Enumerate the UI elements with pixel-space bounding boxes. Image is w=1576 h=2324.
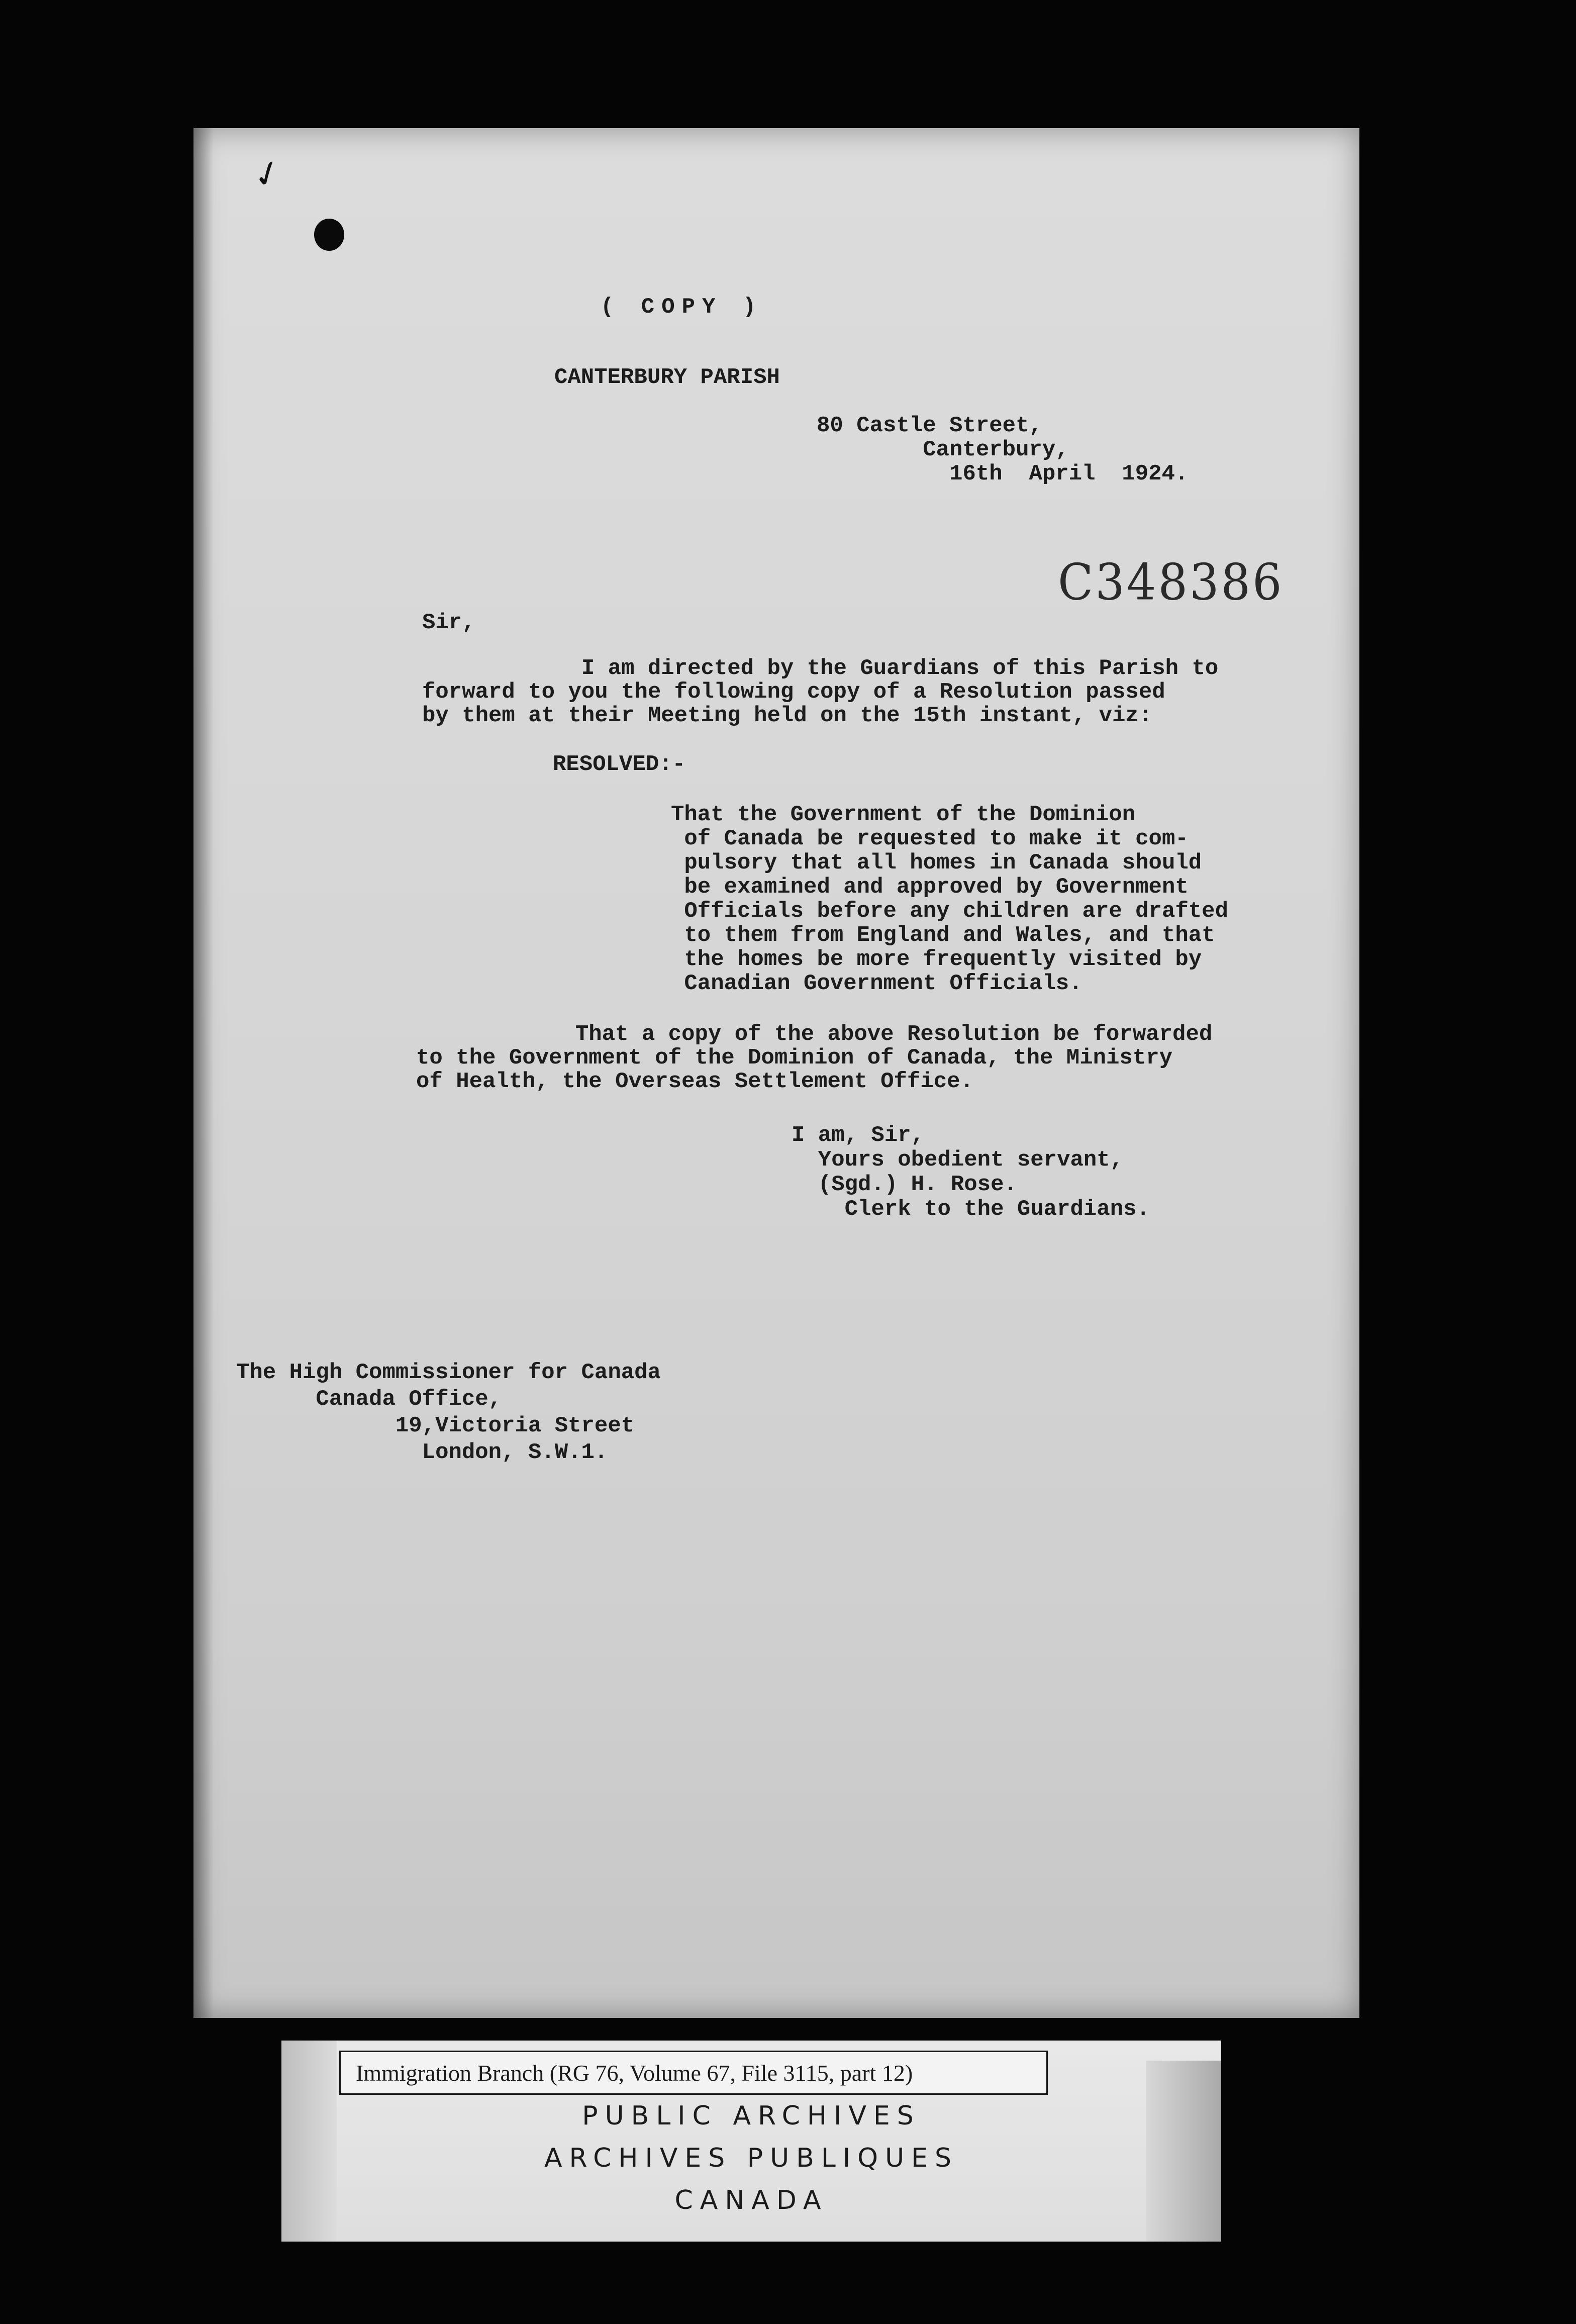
resolution-text: That the Government of the Dominion of Canada be requested to make it com- pulsory that all homes in Canada should be examined and approved by Government Officials before any children are drafted to them from England and Wales, and that the homes be more frequently visited by Canadian Government Officials. xyxy=(671,802,1228,996)
paper-shadow-edge xyxy=(193,128,214,2018)
file-stamp-number: C348386 xyxy=(1058,553,1284,612)
archive-reference-text: Immigration Branch (RG 76, Volume 67, File 3115, part 12) xyxy=(356,2060,913,2086)
body-paragraph: I am directed by the Guardians of this Parish to forward to you the following copy of a Resolution passed by them at their Meeting held on the 15th instant, viz: xyxy=(422,656,1219,728)
recipient-address: The High Commissioner for Canada Canada Office, 19,Victoria Street London, S.W.1. xyxy=(236,1360,661,1465)
pencil-tick-icon: ✓ xyxy=(246,149,288,199)
letter-page xyxy=(193,128,1359,2018)
hole-punch-mark xyxy=(314,219,344,251)
resolved-label: RESOLVED:- xyxy=(553,752,686,777)
salutation: Sir, xyxy=(422,610,475,635)
closing-signature: I am, Sir, Yours obedient servant, (Sgd.) H. Rose. Clerk to the Guardians. xyxy=(792,1123,1150,1222)
copy-label: ( COPY ) xyxy=(601,295,763,320)
archive-line-french: ARCHIVES PUBLIQUES xyxy=(544,2143,959,2173)
archive-reference-strip xyxy=(339,2051,1048,2095)
sender-address: 80 Castle Street, Canterbury, 16th April 1924. xyxy=(817,413,1189,487)
forward-paragraph: That a copy of the above Resolution be forwarded to the Government of the Dominion of Canada, the Ministry of Health, the Overseas Settlement Office. xyxy=(416,1022,1213,1094)
archive-line-country: CANADA xyxy=(674,2185,828,2215)
archive-line-english: PUBLIC ARCHIVES xyxy=(582,2101,921,2131)
parish-heading: CANTERBURY PARISH xyxy=(554,365,780,390)
